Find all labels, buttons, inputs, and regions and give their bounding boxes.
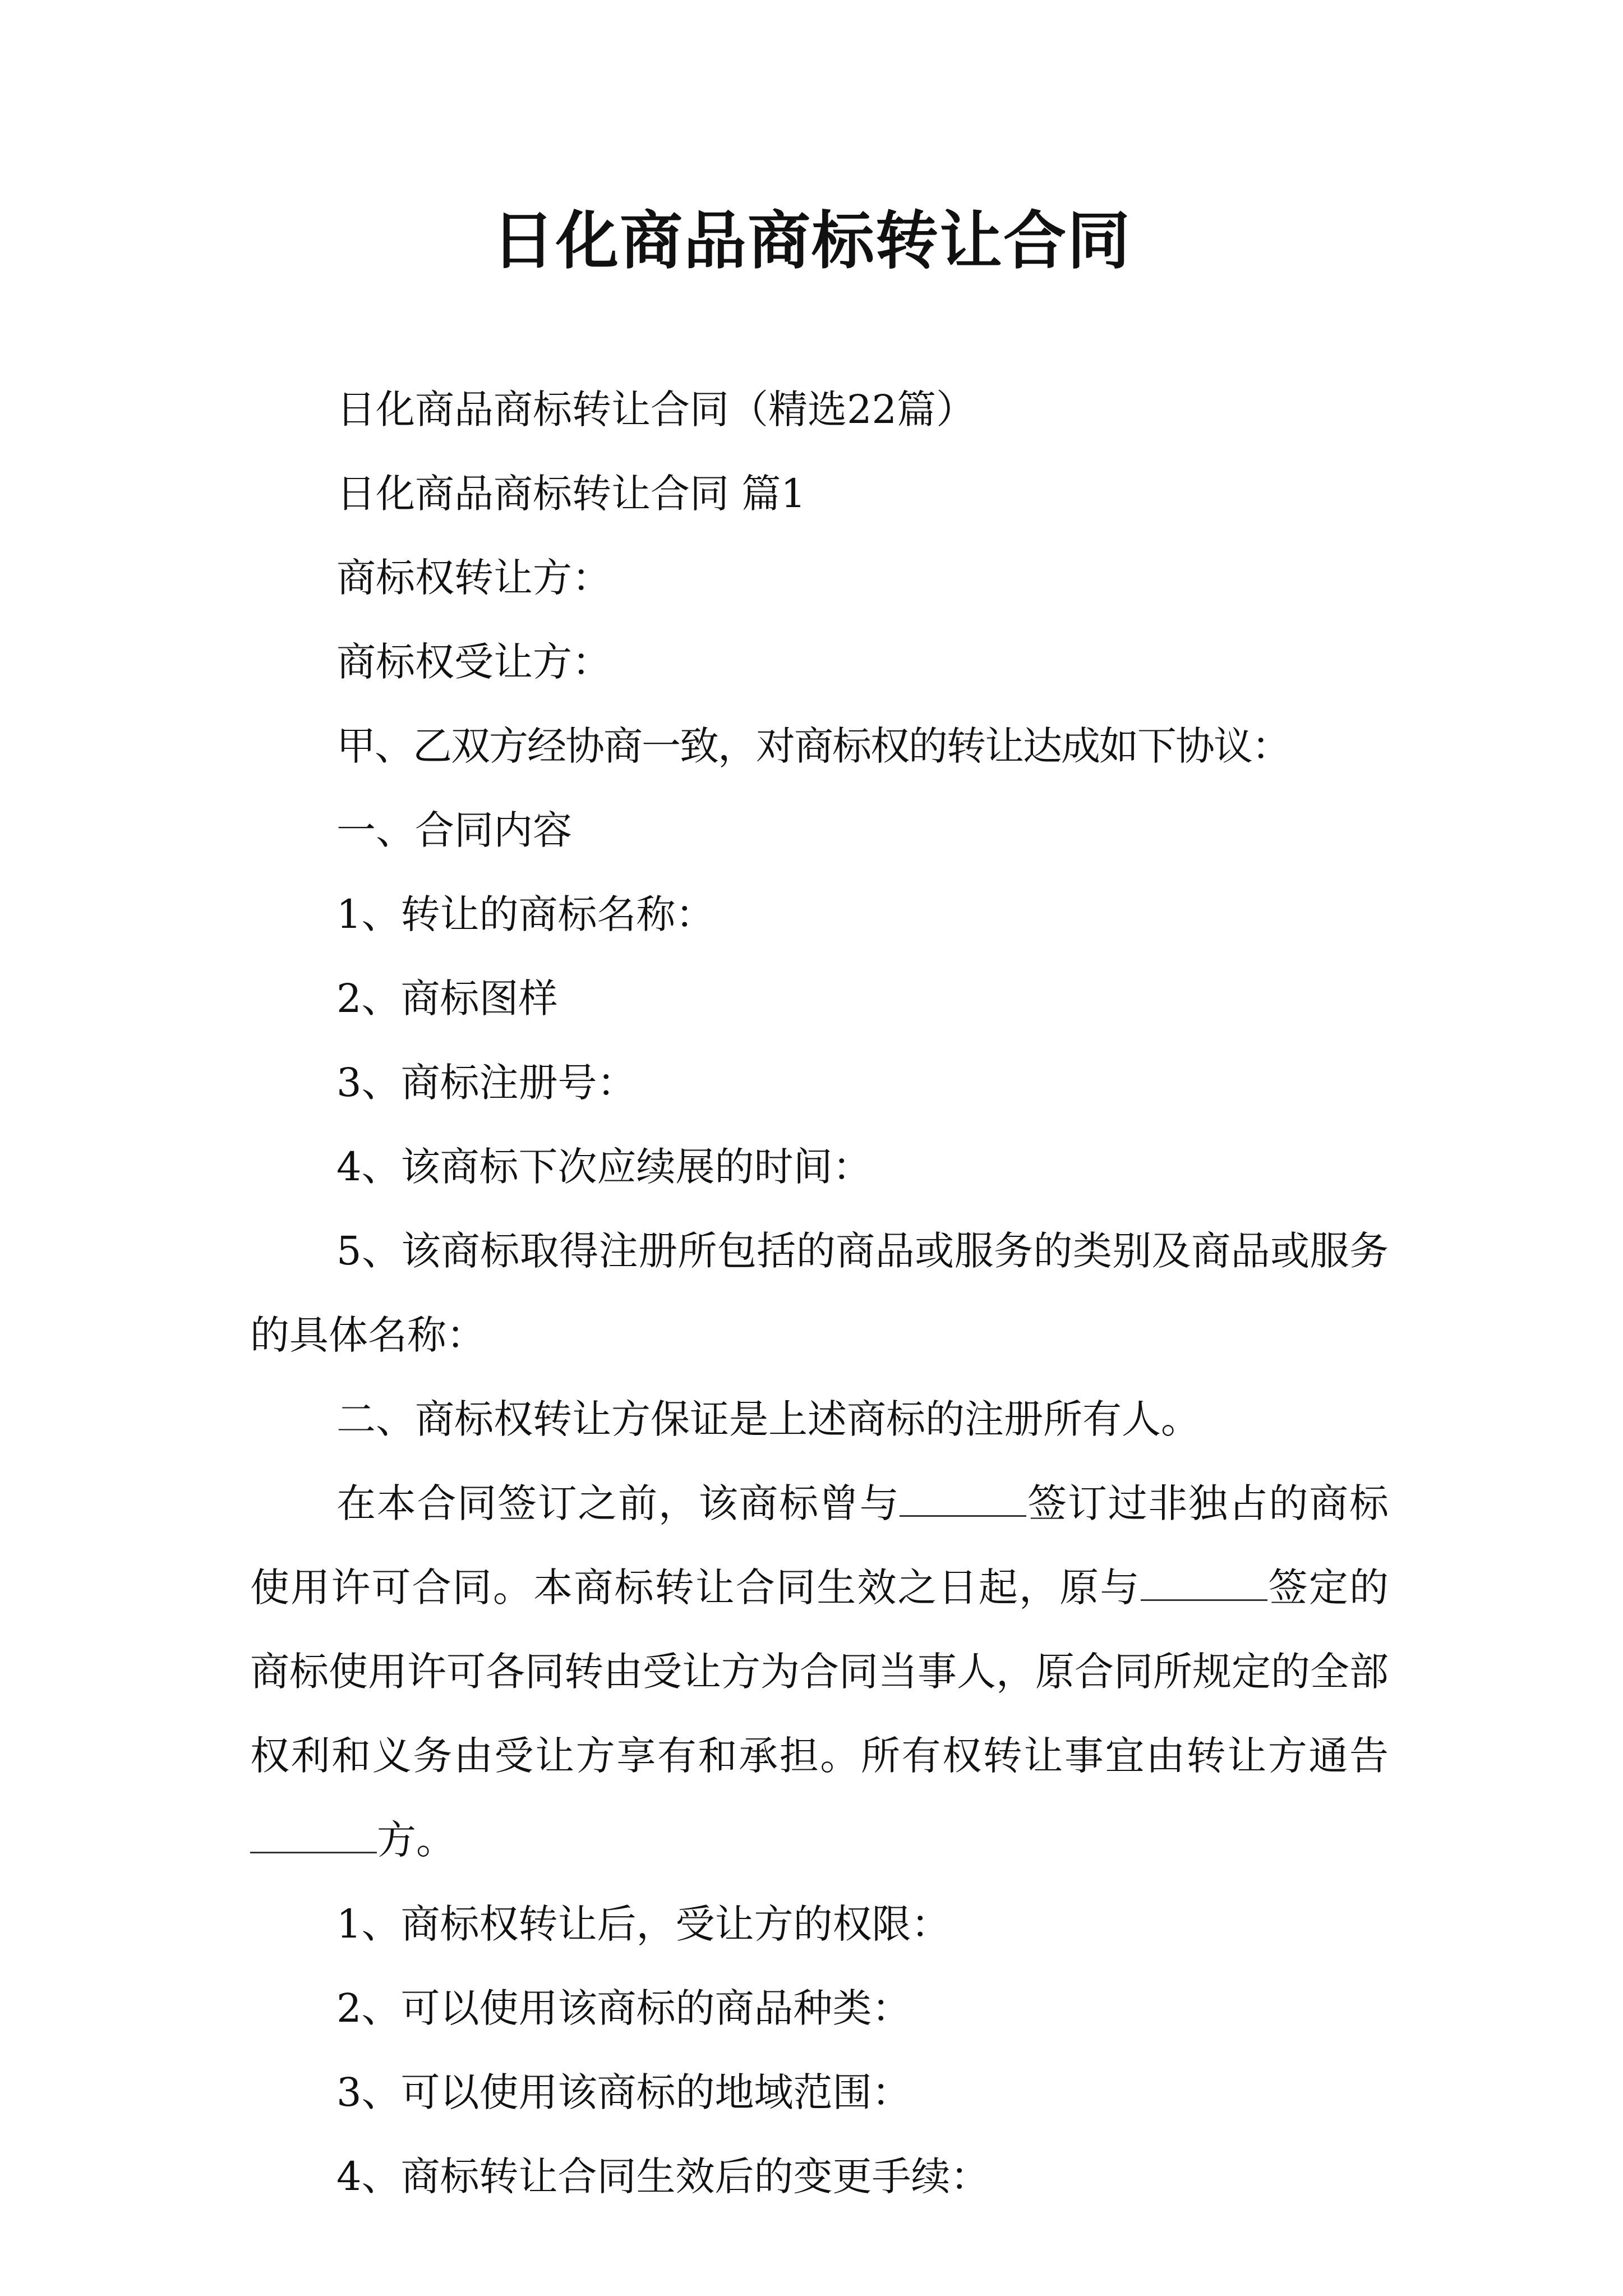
paragraph: 3、商标注册号： <box>336 1060 637 1106</box>
paragraph-text: 方。 <box>377 1817 455 1863</box>
paragraph: 4、商标转让合同生效后的变更手续： <box>336 2154 990 2200</box>
paragraph: 商标权转让方： <box>336 555 611 601</box>
paragraph: 一、合同内容 <box>336 807 572 853</box>
paragraph: 甲、乙双方经协商一致，对商标权的转让达成如下协议： <box>336 723 1290 769</box>
paragraph: 2、可以使用该商标的商品种类： <box>336 1985 911 2031</box>
paragraph: 1、转让的商标名称： <box>336 891 715 937</box>
paragraph-text: 在本合同签订之前，该商标曾与 <box>336 1480 900 1526</box>
paragraph: 3、可以使用该商标的地域范围： <box>336 2069 911 2115</box>
paragraph-with-blanks <box>250 1461 1389 1882</box>
paragraph: 1、商标权转让后，受让方的权限： <box>336 1901 951 1947</box>
document-title: 日化商品商标转让合同 <box>492 204 1131 278</box>
paragraph: 二、商标权转让方保证是上述商标的注册所有人。 <box>336 1396 1200 1442</box>
paragraph: 5、该商标取得注册所包括的商品或服务的类别及商品或服务的具体名称： <box>250 1228 1389 1358</box>
paragraph: 日化商品商标转让合同（精选22篇） <box>336 386 976 432</box>
blank-line <box>1141 1560 1267 1601</box>
paragraph: 2、商标图样 <box>336 976 558 1022</box>
blank-line <box>900 1476 1026 1517</box>
paragraph-text: 签定的商标使用许可各同转由受让方为合同当事人，原合同所规定的全部权利和义务由受让方享有和承担。所有权转让事宜由转让方通告 <box>250 1565 1389 1779</box>
paragraph: 4、该商标下次应续展的时间： <box>336 1144 872 1190</box>
paragraph: 日化商品商标转让合同 篇1 <box>336 471 806 517</box>
paragraph-text: 签订过非独占的商标使用许可合同。本商标转让合同生效之日起，原与 <box>250 1480 1389 1611</box>
blank-line <box>250 1812 377 1853</box>
paragraph: 商标权受让方： <box>336 639 611 685</box>
document-body <box>250 367 1389 2219</box>
